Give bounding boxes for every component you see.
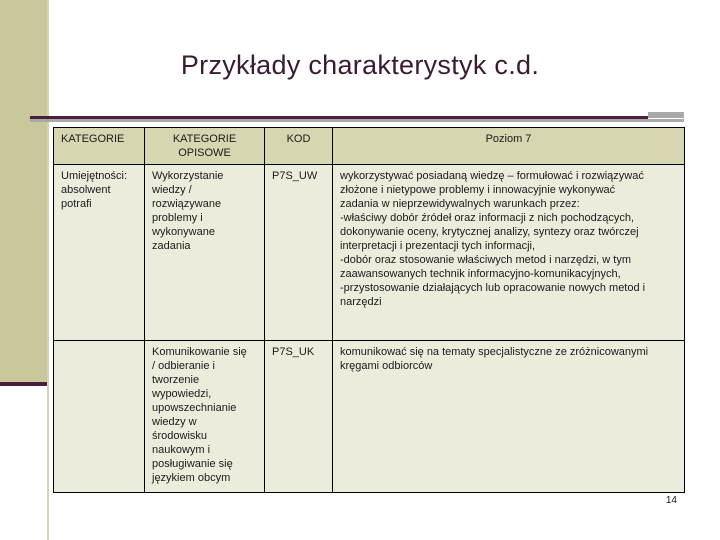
header-poziom-7: Poziom 7 bbox=[333, 128, 685, 165]
title-underline-end bbox=[648, 112, 684, 118]
slide-title: Przykłady charakterystyk c.d. bbox=[180, 50, 540, 80]
left-divider-line bbox=[47, 0, 49, 540]
cell-poziom: wykorzystywać posiadaną wiedzę – formułować i rozwiązywać złożone i nietypowe problemy i innowacyjnie wykonywać zadania w nieprzewidywalnych warunkach przez: -właściwy dobór źródeł oraz informacji z nich pochodzących, dokonywanie oceny, krytycznej analizy, syntezy oraz twórczej interpretacji i prezentacji tych informacji, -dobór oraz stosowanie właściwych metod i narzędzi, w tym zaawansowanych technik informacyjno-komunikacyjnych, -przystosowanie działających lub opracowanie nowych metod i narzędzi bbox=[333, 165, 685, 341]
title-underline-shadow bbox=[30, 119, 684, 122]
left-accent-rule bbox=[0, 382, 47, 386]
characteristics-table bbox=[53, 127, 685, 493]
title-underline bbox=[30, 116, 648, 119]
page-number: 14 bbox=[665, 495, 677, 506]
table-header-row bbox=[54, 128, 685, 165]
header-kod: KOD bbox=[265, 128, 333, 165]
header-kategorie-opisowe: KATEGORIE OPISOWE bbox=[145, 128, 265, 165]
table-row bbox=[54, 341, 685, 493]
cell-kod: P7S_UK bbox=[265, 341, 333, 493]
header-kategorie: KATEGORIE bbox=[54, 128, 145, 165]
cell-opisowe: Komunikowanie się / odbieranie i tworzenie wypowiedzi, upowszechnianie wiedzy w środowisku naukowym i posługiwanie się językiem obcym bbox=[145, 341, 265, 493]
cell-opisowe: Wykorzystanie wiedzy / rozwiązywane problemy i wykonywane zadania bbox=[145, 165, 265, 341]
cell-kategorie: Umiejętności: absolwent potrafi bbox=[54, 165, 145, 341]
table-row bbox=[54, 165, 685, 341]
cell-kategorie-empty bbox=[54, 341, 145, 493]
cell-poziom: komunikować się na tematy specjalistyczne ze zróżnicowanymi kręgami odbiorców bbox=[333, 341, 685, 493]
cell-kod: P7S_UW bbox=[265, 165, 333, 341]
